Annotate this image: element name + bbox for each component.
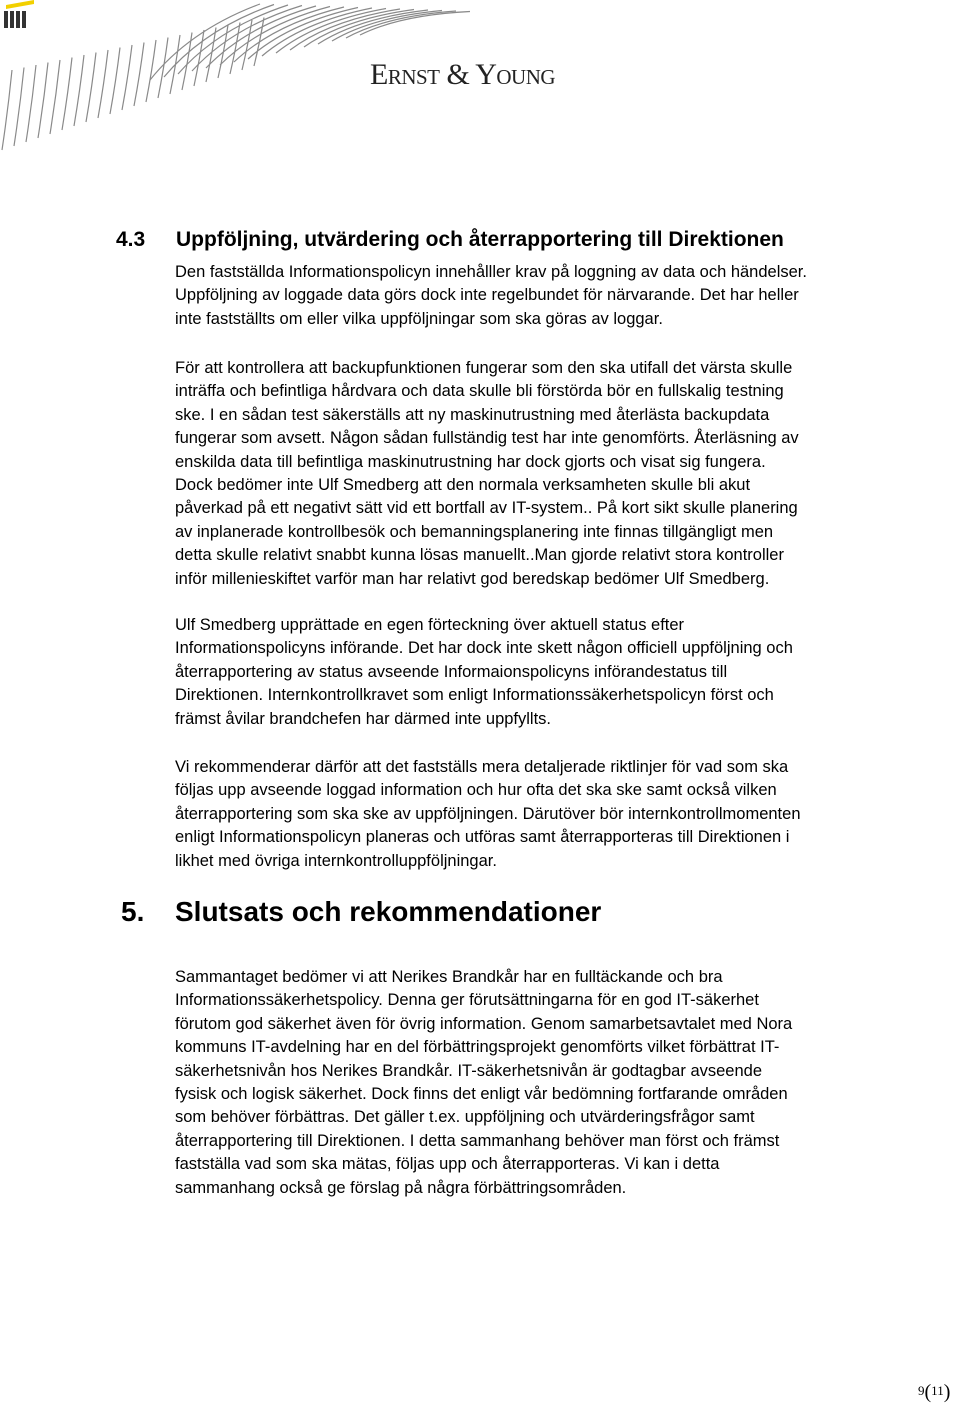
section-title: Slutsats och rekommendationer (175, 896, 602, 927)
text-line: likhet med övriga internkontrolluppföljningar. (175, 851, 497, 870)
curve-line (62, 58, 72, 131)
text-line: Sammantaget bedömer vi att Nerikes Brandkår har en fulltäckande och bra (175, 968, 723, 986)
text-line: enskilda data till befintliga maskinutrustning har dock gjorts och visat sig fungera. (175, 452, 766, 471)
text-line: som behöver förbättras. Det gäller t.ex. uppföljning och utvärderingsfrågor samt (175, 1108, 755, 1127)
company-logo-text: Ernst & Young (370, 58, 556, 91)
text-line: påverkad på ett negativt sätt vid ett bortfall av IT-system.. På kort sikt skulle planering (175, 499, 798, 518)
text-line: säkerhetsnivån hos Nerikes Brandkår. IT-säkerhetsnivån är godtagbar avseende (175, 1061, 762, 1080)
text-line: återrapportering till Direktionen. I detta sammanhang behöver man först och främst (175, 1131, 780, 1150)
section-title: Uppföljning, utvärdering och återrapportering till Direktionen (176, 228, 784, 251)
header-logo-area (0, 0, 960, 190)
text-line: Informationspolicyns införande. Det har dock inte skett någon officiell uppföljning och (175, 639, 793, 658)
text-line: förutom god säkerhet även för övrig information. Genom samarbetsavtalet med Nora (175, 1014, 793, 1033)
text-line: inför millenieskiftet varför man har relativt god beredskap bedömer Ulf Smedberg. (175, 569, 770, 588)
curve-line (360, 12, 470, 36)
text-line: av inplanerade kontrollbesök och bemanningsplanering inte finnas tillgängligt men (175, 522, 774, 541)
curve-line (86, 53, 96, 123)
text-line: enligt Informationspolicyn planeras och utföras samt återrapporteras till Direktionen i (175, 828, 790, 847)
text-line: detta skulle relativt snabbt kunna lösas manuellt..Man gjorde relativt stora kontroller (175, 546, 784, 565)
text-line: återrapportering som ska ske av uppföljningen. Därutöver bör internkontrollmomenten (175, 804, 801, 823)
curve-line (158, 38, 168, 99)
text-line: främst åvilar brandchefen har därmed inte uppfyllts. (175, 709, 552, 728)
curve-line (26, 65, 36, 142)
text-line: Den fastställda Informationspolicyn innehålller krav på loggning av data och händelser. (175, 263, 807, 281)
text-line: Direktionen. Internkontrollkravet som enligt Informationssäkerhetspolicyn först och (175, 686, 774, 705)
curve-line (110, 48, 120, 115)
text-line: återrapportering av status avseende Informaionspolicyns införandestatus till (175, 662, 728, 681)
text-line: ske. I en sådan test säkerställs att ny maskinutrustning med återlästa backupdata (175, 405, 770, 424)
text-line: sammanhang också ge förslag på några förbättringsområden. (175, 1178, 627, 1197)
text-line: fysisk och logisk säkerhet. Dock finns det enligt vår bedömning fortfarande områden (175, 1084, 788, 1103)
text-line: Informationssäkerhetspolicy. Denna ger förutsättningarna för en god IT-säkerhet (175, 991, 759, 1010)
paragraph (175, 614, 935, 731)
curve-line (134, 43, 144, 107)
ernst-young-logo-icon (0, 0, 34, 30)
text-line: Dock bedömer inte Ulf Smedberg att den normala verksamheten skulle bli akut (175, 475, 751, 494)
text-line: För att kontrollera att backupfunktionen fungerar som den ska utifall det värsta skulle (175, 359, 793, 377)
text-line: inträffa och befintliga hårdvara och data skulle bli förstörda bör en fullskalig testning (175, 382, 784, 401)
text-line: inte fastställts om eller vilka uppföljningar som ska göras av loggar. (175, 309, 663, 328)
curve-line (122, 45, 132, 110)
total-pages: 11 (931, 1383, 944, 1398)
curve-line (150, 4, 260, 80)
text-line: fungerar som avsett. Någon sådan fullständig test har inte genomförts. Återläsning av (175, 429, 799, 448)
curve-line (194, 30, 204, 86)
text-line: fastställa vad som ska mätas, följas upp och återrapporteras. Vi kan i detta (175, 1155, 720, 1174)
text-line: Vi rekommenderar därför att det fastställs mera detaljerade riktlinjer för vad som ska (175, 758, 789, 776)
paragraph (175, 261, 935, 331)
curve-line (14, 68, 24, 147)
curve-line (2, 70, 12, 150)
paragraph (175, 756, 935, 873)
curve-line (98, 50, 108, 118)
text-line: Ulf Smedberg upprättade en egen förteckning över aktuell status efter (175, 616, 685, 634)
section-number: 5. (121, 896, 145, 927)
section-4-3-heading (116, 228, 784, 252)
curve-line (38, 63, 48, 139)
paragraph (175, 966, 935, 1200)
paragraph (175, 357, 935, 591)
section-5-heading (121, 896, 601, 928)
curve-line (164, 5, 274, 78)
curve-line (74, 55, 84, 126)
curve-line (50, 60, 60, 134)
text-line: följas upp avseende loggad information och hur ofta det ska ske samt också vilken (175, 781, 777, 800)
text-line: kommuns IT-avdelning har en del förbättringsprojekt genomförts vilket förbättrat IT- (175, 1038, 780, 1057)
page-number: 9(11) (918, 1381, 951, 1403)
curve-line (146, 40, 156, 102)
current-page: 9 (918, 1383, 925, 1398)
decorative-curve-lines (0, 0, 960, 190)
section-number: 4.3 (116, 228, 146, 251)
text-line: Uppföljning av loggade data görs dock inte regelbundet för närvarande. Det har heller (175, 286, 799, 305)
